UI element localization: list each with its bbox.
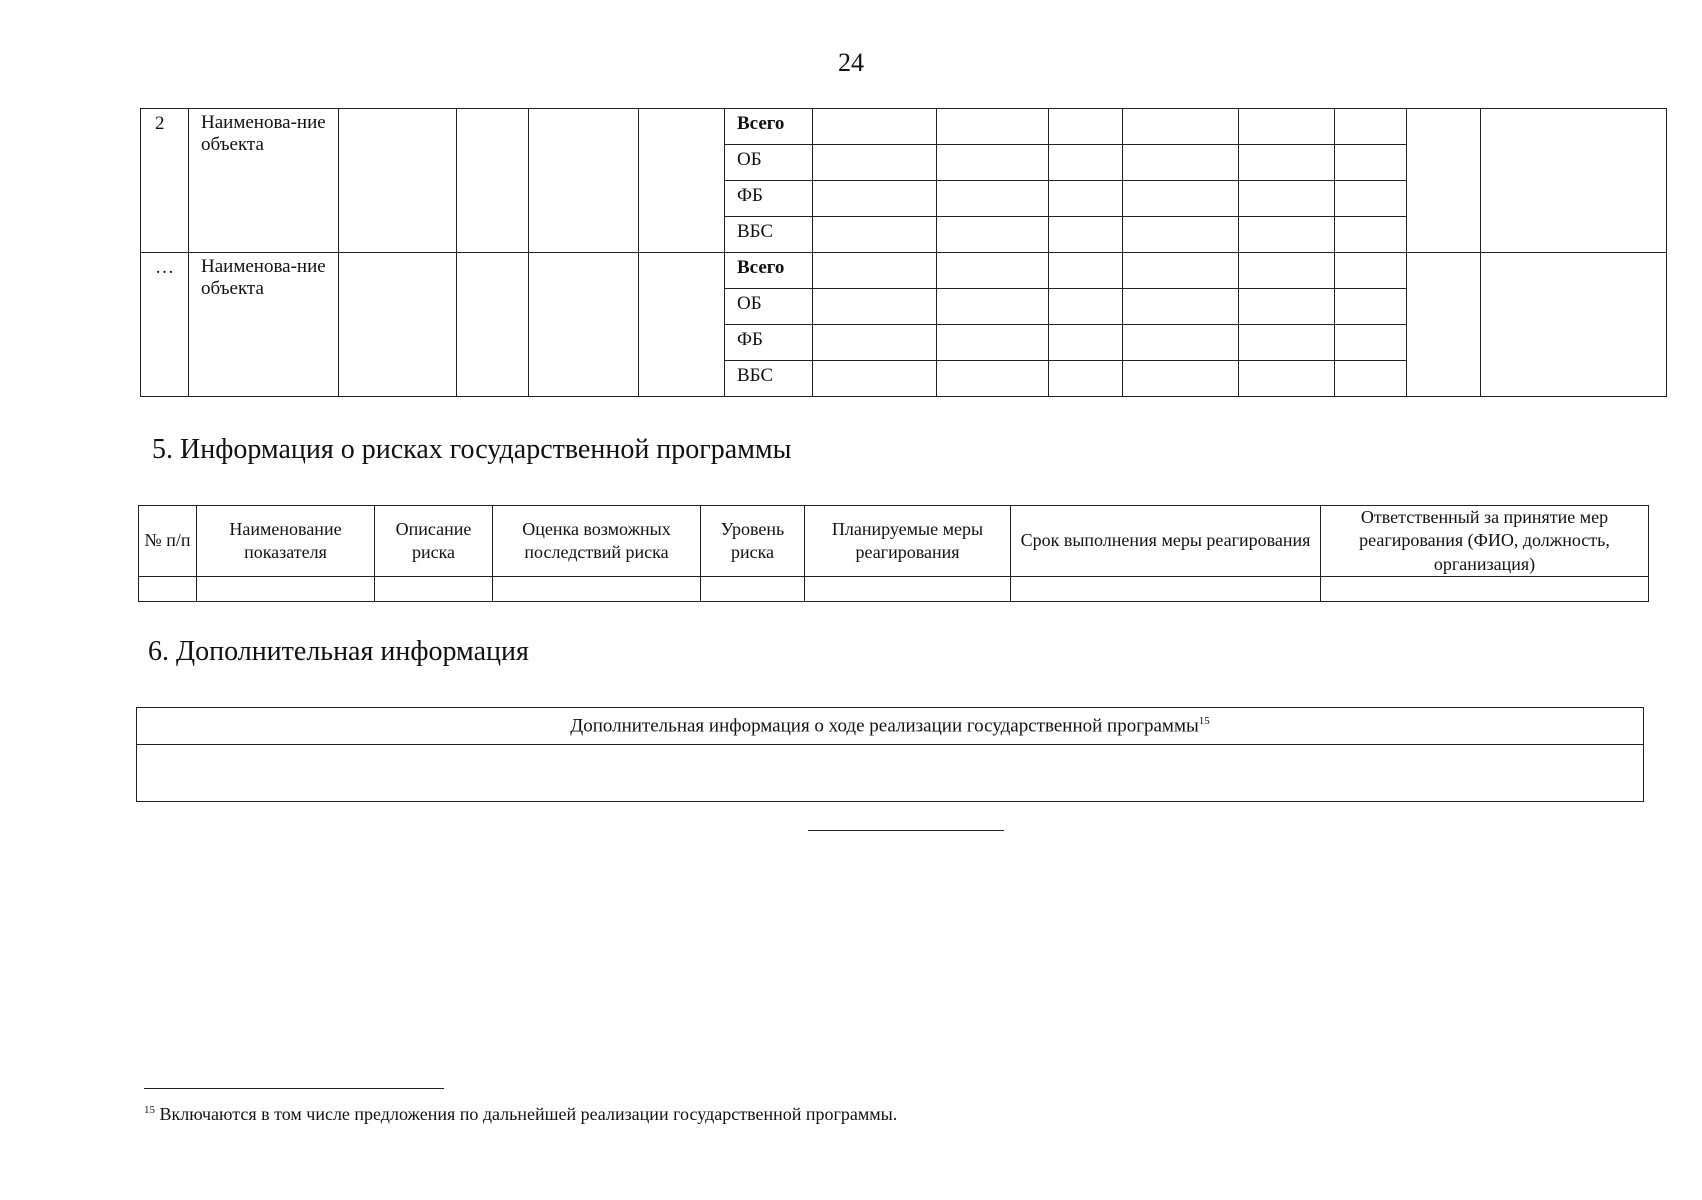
table-cell	[1049, 145, 1123, 181]
table-cell	[197, 577, 375, 602]
table-cell	[1123, 109, 1239, 145]
table-cell	[701, 577, 805, 602]
table-cell	[339, 253, 457, 397]
table-cell	[937, 325, 1049, 361]
table-cell	[1407, 253, 1481, 397]
table-cell	[1335, 145, 1407, 181]
table-cell	[1239, 325, 1335, 361]
footnote-divider	[144, 1088, 444, 1089]
table-cell	[1049, 181, 1123, 217]
table-cell	[639, 253, 725, 397]
footnote-ref: 15	[1198, 714, 1210, 727]
funding-source: ФБ	[725, 181, 813, 217]
column-header: Уровень риска	[701, 506, 805, 577]
table-cell	[1123, 217, 1239, 253]
object-name: Наименова-ние объекта	[189, 253, 339, 397]
end-divider	[808, 830, 1004, 831]
table-cell	[1011, 577, 1321, 602]
table-cell	[813, 289, 937, 325]
table-cell	[1481, 253, 1667, 397]
table-cell	[1335, 109, 1407, 145]
table-cell	[1481, 109, 1667, 253]
column-header: Планируемые меры реагирования	[805, 506, 1011, 577]
table-cell	[937, 253, 1049, 289]
table-cell	[813, 181, 937, 217]
table-cell	[493, 577, 701, 602]
table-row	[137, 745, 1644, 802]
additional-info-table	[136, 707, 1644, 802]
column-header-text: Дополнительная информация о ходе реализации государственной программы	[570, 715, 1199, 737]
section-6-title: 6. Дополнительная информация	[148, 636, 529, 667]
table-cell	[529, 109, 639, 253]
table-cell	[457, 109, 529, 253]
funding-source: ФБ	[725, 325, 813, 361]
footnote-number: 15	[144, 1104, 155, 1116]
table-cell	[1239, 145, 1335, 181]
funding-source: Всего	[725, 253, 813, 289]
table-cell	[1123, 145, 1239, 181]
funding-source: ВБС	[725, 217, 813, 253]
page-number: 24	[838, 48, 864, 77]
column-header: Наименование показателя	[197, 506, 375, 577]
table-cell	[813, 253, 937, 289]
table-cell	[937, 181, 1049, 217]
table-cell	[1049, 289, 1123, 325]
table-cell	[139, 577, 197, 602]
table-cell	[937, 289, 1049, 325]
table-cell	[1335, 253, 1407, 289]
column-header: Срок выполнения меры реагирования	[1011, 506, 1321, 577]
table-cell	[1335, 181, 1407, 217]
table-row	[139, 577, 1649, 602]
column-header	[137, 708, 1644, 745]
table-cell	[1049, 217, 1123, 253]
table-cell	[1239, 253, 1335, 289]
table-cell	[529, 253, 639, 397]
column-header: Описание риска	[375, 506, 493, 577]
table-cell	[1407, 109, 1481, 253]
funding-source: Всего	[725, 109, 813, 145]
objects-table	[140, 108, 1667, 397]
table-cell	[937, 109, 1049, 145]
table-cell	[375, 577, 493, 602]
table-cell	[1239, 217, 1335, 253]
table-cell	[805, 577, 1011, 602]
table-cell	[813, 217, 937, 253]
table-cell	[137, 745, 1644, 802]
table-cell	[1335, 325, 1407, 361]
table-cell	[639, 109, 725, 253]
section-5-title: 5. Информация о рисках государственной программы	[152, 434, 792, 465]
table-cell	[937, 145, 1049, 181]
table-header-row	[137, 708, 1644, 745]
column-header: № п/п	[139, 506, 197, 577]
table-cell	[937, 217, 1049, 253]
table-row	[141, 253, 1667, 289]
table-cell	[1123, 289, 1239, 325]
table-cell	[1335, 361, 1407, 397]
table-header-row	[139, 506, 1649, 577]
table-cell	[1321, 577, 1649, 602]
table-cell	[1049, 361, 1123, 397]
column-header: Оценка возможных последствий риска	[493, 506, 701, 577]
table-cell	[1239, 109, 1335, 145]
table-cell	[1239, 289, 1335, 325]
table-cell	[1123, 253, 1239, 289]
footnote	[144, 1104, 897, 1125]
table-row	[141, 109, 1667, 145]
object-name: Наименова-ние объекта	[189, 109, 339, 253]
table-cell	[1239, 181, 1335, 217]
funding-source: ВБС	[725, 361, 813, 397]
column-header: Ответственный за принятие мер реагирования (ФИО, должность, организация)	[1321, 506, 1649, 577]
row-number: …	[141, 253, 189, 397]
table-cell	[1123, 325, 1239, 361]
table-cell	[1335, 217, 1407, 253]
risks-table	[138, 505, 1649, 602]
table-cell	[1049, 109, 1123, 145]
footnote-text: Включаются в том числе предложения по дальнейшей реализации государственной программы.	[159, 1104, 898, 1124]
table-cell	[1049, 253, 1123, 289]
table-cell	[813, 361, 937, 397]
table-cell	[339, 109, 457, 253]
funding-source: ОБ	[725, 289, 813, 325]
table-cell	[813, 109, 937, 145]
table-cell	[457, 253, 529, 397]
row-number: 2	[141, 109, 189, 253]
funding-source: ОБ	[725, 145, 813, 181]
table-cell	[813, 325, 937, 361]
table-cell	[1049, 325, 1123, 361]
table-cell	[1123, 361, 1239, 397]
table-cell	[1239, 361, 1335, 397]
table-cell	[1123, 181, 1239, 217]
table-cell	[1335, 289, 1407, 325]
table-cell	[937, 361, 1049, 397]
table-cell	[813, 145, 937, 181]
